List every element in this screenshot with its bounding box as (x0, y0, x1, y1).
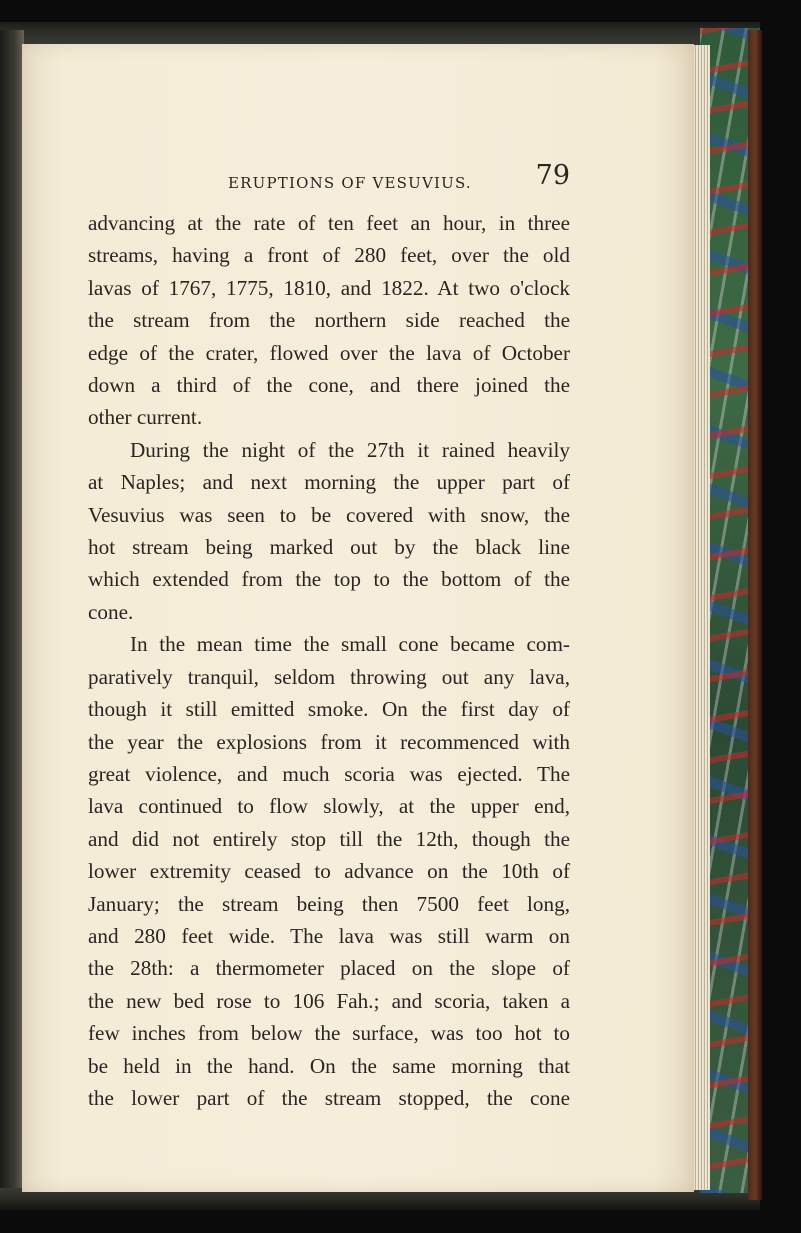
text-line: lower extremity ceased to advance on the 10th of (88, 859, 570, 884)
text-line: down a third of the cone, and there joined the (88, 373, 570, 398)
text-line: January; the stream being then 7500 feet long, (88, 891, 570, 916)
paragraph-3 (88, 628, 570, 1114)
text-line: the lower part of the stream stopped, the cone (88, 1085, 570, 1110)
text-line: great violence, and much scoria was ejected. The (88, 761, 570, 786)
text-line: at Naples; and next morning the upper part of (88, 470, 570, 495)
running-title: ERUPTIONS OF VESUVIUS. (228, 174, 472, 192)
paragraph-2 (88, 434, 570, 628)
book-cover-left-edge (0, 30, 24, 1205)
page-header (88, 160, 570, 204)
text-line: lavas of 1767, 1775, 1810, and 1822. At two o'clock (88, 275, 570, 300)
text-line: streams, having a front of 280 feet, over the old (88, 243, 570, 268)
text-line: edge of the crater, flowed over the lava of October (88, 340, 570, 365)
text-line: In the mean time the small cone became com- (130, 632, 570, 657)
body-text (88, 207, 570, 1114)
text-line: the stream from the northern side reached the (88, 308, 570, 333)
text-line: lava continued to flow slowly, at the upper end, (88, 794, 570, 819)
text-line: Vesuvius was seen to be covered with snow, the (88, 502, 570, 527)
text-line: the year the explosions from it recommenced with (88, 729, 570, 754)
paragraph-1 (88, 207, 570, 434)
text-line: other current. (88, 405, 203, 430)
text-line: the 28th: a thermometer placed on the slope of (88, 956, 570, 981)
text-line: and 280 feet wide. The lava was still warm on (88, 923, 570, 948)
text-line: advancing at the rate of ten feet an hour, in three (88, 211, 570, 235)
text-line: which extended from the top to the bottom of the (88, 567, 570, 592)
book-board-right-edge (748, 30, 762, 1200)
text-line: During the night of the 27th it rained heavily (130, 437, 570, 462)
text-line: the new bed rose to 106 Fah.; and scoria, taken a (88, 988, 570, 1013)
text-line: and did not entirely stop till the 12th, though the (88, 826, 570, 851)
text-line: few inches from below the surface, was too hot to (88, 1021, 570, 1046)
text-line: hot stream being marked out by the black line (88, 535, 570, 560)
page-number: 79 (535, 160, 570, 191)
text-line: though it still emitted smoke. On the first day of (88, 697, 570, 722)
text-line: paratively tranquil, seldom throwing out any lava, (88, 664, 570, 689)
text-line: cone. (88, 599, 134, 624)
text-line: be held in the hand. On the same morning that (88, 1053, 570, 1078)
